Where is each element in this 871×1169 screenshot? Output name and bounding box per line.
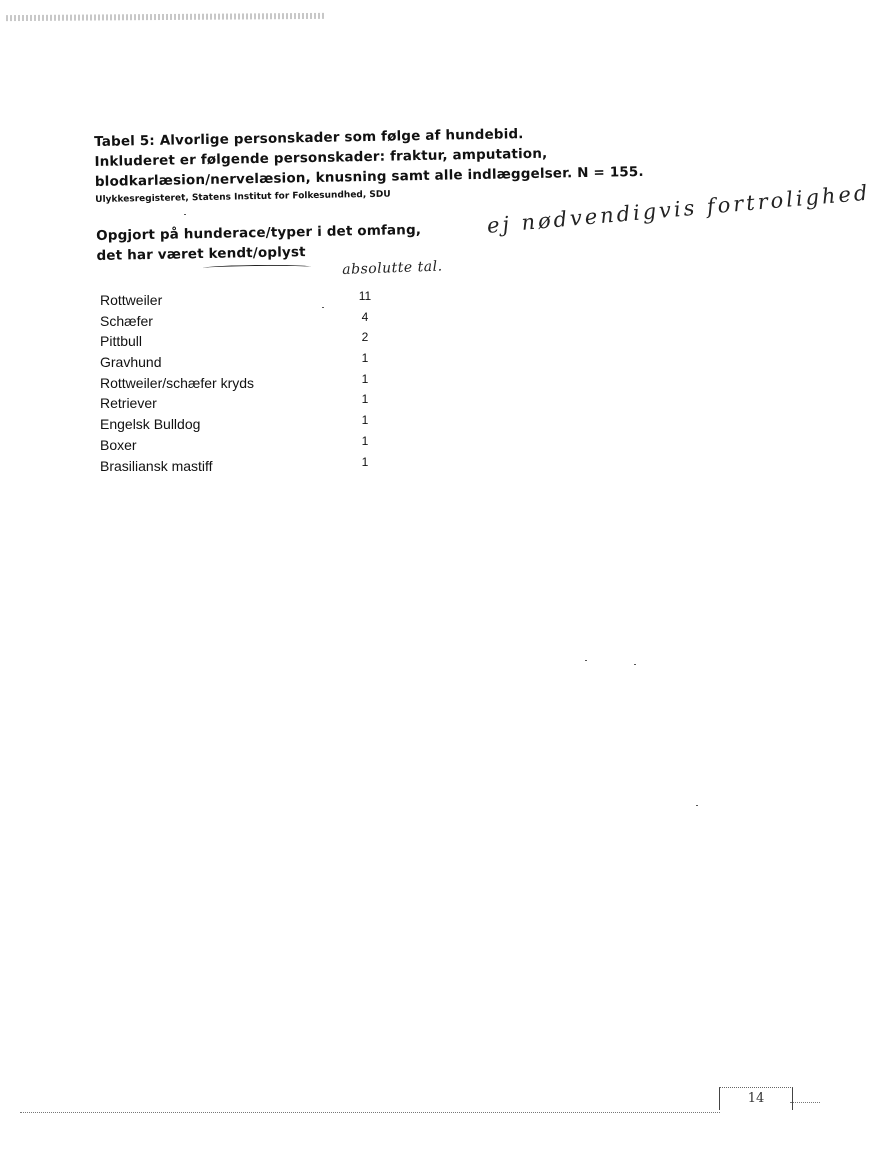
table-heading — [94, 122, 655, 207]
source-line: Ulykkesregisteret, Statens Institut for Folkesundhed, SDU — [95, 189, 391, 205]
handwritten-note-column: absolutte tal. — [342, 258, 443, 278]
handwritten-note-right: ej nødvendigvis fortrolighed — [486, 180, 871, 238]
breed-count: 1 — [361, 413, 369, 428]
breed-count: 1 — [361, 454, 369, 469]
page-number-box — [719, 1087, 793, 1110]
breed-name: Schæfer — [100, 312, 153, 329]
subheading — [96, 220, 422, 266]
scan-speck — [184, 214, 186, 215]
handwritten-underline — [203, 264, 311, 270]
footer-rule — [20, 1112, 720, 1113]
title-line-3: blodkarlæsion/nervelæsion, knusning samt alle indlæggelser. N = 155. — [94, 163, 644, 190]
breed-name: Gravhund — [100, 354, 162, 371]
title-line-2: Inkluderet er følgende personskader: fraktur, amputation, — [94, 145, 548, 170]
breed-name: Rottweiler/schæfer kryds — [100, 374, 255, 391]
title-line-1: Tabel 5: Alvorlige personskader som følge af hundebid. — [94, 126, 524, 150]
subheading-line-1: Opgjort på hunderace/typer i det omfang, — [96, 222, 422, 244]
breed-name: Pittbull — [100, 333, 143, 350]
table-row — [100, 456, 400, 477]
scan-speck — [322, 307, 324, 308]
breed-count: 1 — [361, 351, 369, 366]
breed-name: Brasiliansk mastiff — [100, 457, 213, 474]
footer-rule-right — [790, 1102, 820, 1103]
scan-speck — [585, 660, 587, 661]
breed-name: Rottweiler — [100, 292, 163, 308]
subheading-line-2: det har været kendt/oplyst — [96, 244, 306, 264]
breed-count: 1 — [361, 371, 369, 386]
breed-count: 2 — [361, 330, 369, 345]
scan-speck — [634, 664, 636, 665]
breed-table — [100, 290, 400, 476]
scan-artifact-top — [6, 13, 324, 21]
breed-name: Boxer — [100, 436, 137, 453]
page-number: 14 — [747, 1091, 765, 1106]
breed-name: Engelsk Bulldog — [100, 416, 201, 433]
breed-count: 1 — [361, 433, 369, 448]
breed-name: Retriever — [100, 395, 157, 412]
breed-count: 4 — [361, 309, 369, 324]
scan-speck — [696, 805, 698, 806]
breed-count: 11 — [358, 289, 372, 303]
breed-count: 1 — [361, 392, 369, 407]
